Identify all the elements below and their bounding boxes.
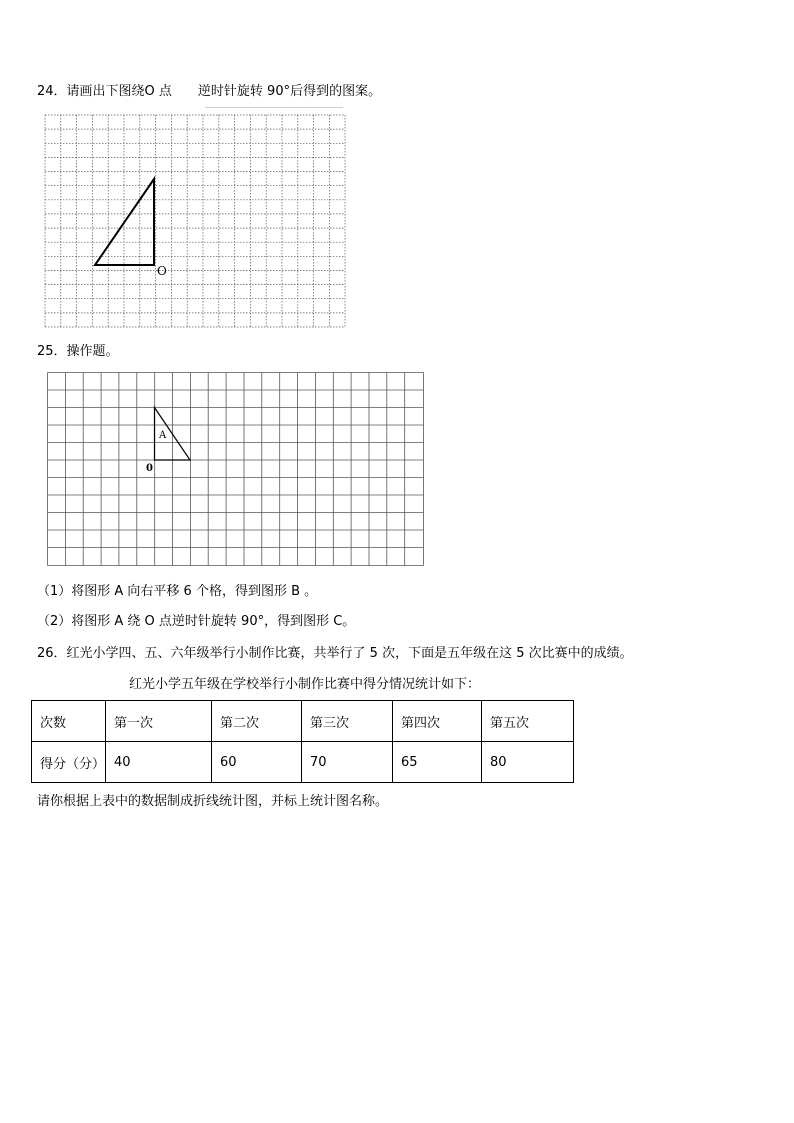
q26-instruction: 请你根据上表中的数据制成折线统计图，并标上统计图名称。 — [37, 794, 389, 809]
table-cell: 60 — [212, 742, 302, 783]
q24-grid-lines — [45, 115, 345, 327]
table-cell: 第二次 — [212, 701, 302, 742]
q24-triangle — [95, 179, 154, 265]
table-cell: 次数 — [32, 701, 106, 742]
table-cell: 第四次 — [393, 701, 482, 742]
q24-mid: 点 — [154, 84, 172, 99]
q25-label-o: 0 — [146, 463, 153, 474]
table-cell: 65 — [393, 742, 482, 783]
q25-step1: （1）将图形 A 向右平移 6 个格，得到图形 B 。 — [37, 584, 318, 599]
q25-step2: （2）将图形 A 绕 O 点逆时针旋转 90°，得到图形 C。 — [37, 614, 356, 629]
q24-grid — [44, 114, 346, 328]
q25-grid — [47, 372, 424, 566]
q24-suffix: 逆时针旋转 90°后得到的图案。 — [197, 84, 382, 99]
q25-label-a: A — [159, 430, 167, 441]
q24-label-o: O — [157, 264, 167, 278]
q24-underline — [205, 107, 343, 108]
q24-point: O — [144, 84, 155, 99]
table-cell: 第一次 — [106, 701, 212, 742]
table-cell: 第五次 — [482, 701, 574, 742]
table-cell: 40 — [106, 742, 212, 783]
q26-intro: 26．红光小学四、五、六年级举行小制作比赛，共举行了 5 次，下面是五年级在这 5 次比赛中的成绩。 — [37, 646, 633, 661]
table-row — [32, 701, 574, 742]
table-cell: 第三次 — [302, 701, 393, 742]
q26-table-title: 红光小学五年级在学校举行小制作比赛中得分情况统计如下： — [129, 677, 481, 692]
score-table — [31, 700, 574, 783]
q24-text — [37, 84, 381, 100]
table-cell: 得分（分） — [32, 742, 106, 783]
q24-prefix: 24．请画出下图绕 — [37, 84, 145, 99]
table-row — [32, 742, 574, 783]
q25-grid-lines — [48, 373, 424, 566]
table-cell: 70 — [302, 742, 393, 783]
q25-title: 25．操作题。 — [37, 344, 119, 359]
table-cell: 80 — [482, 742, 574, 783]
